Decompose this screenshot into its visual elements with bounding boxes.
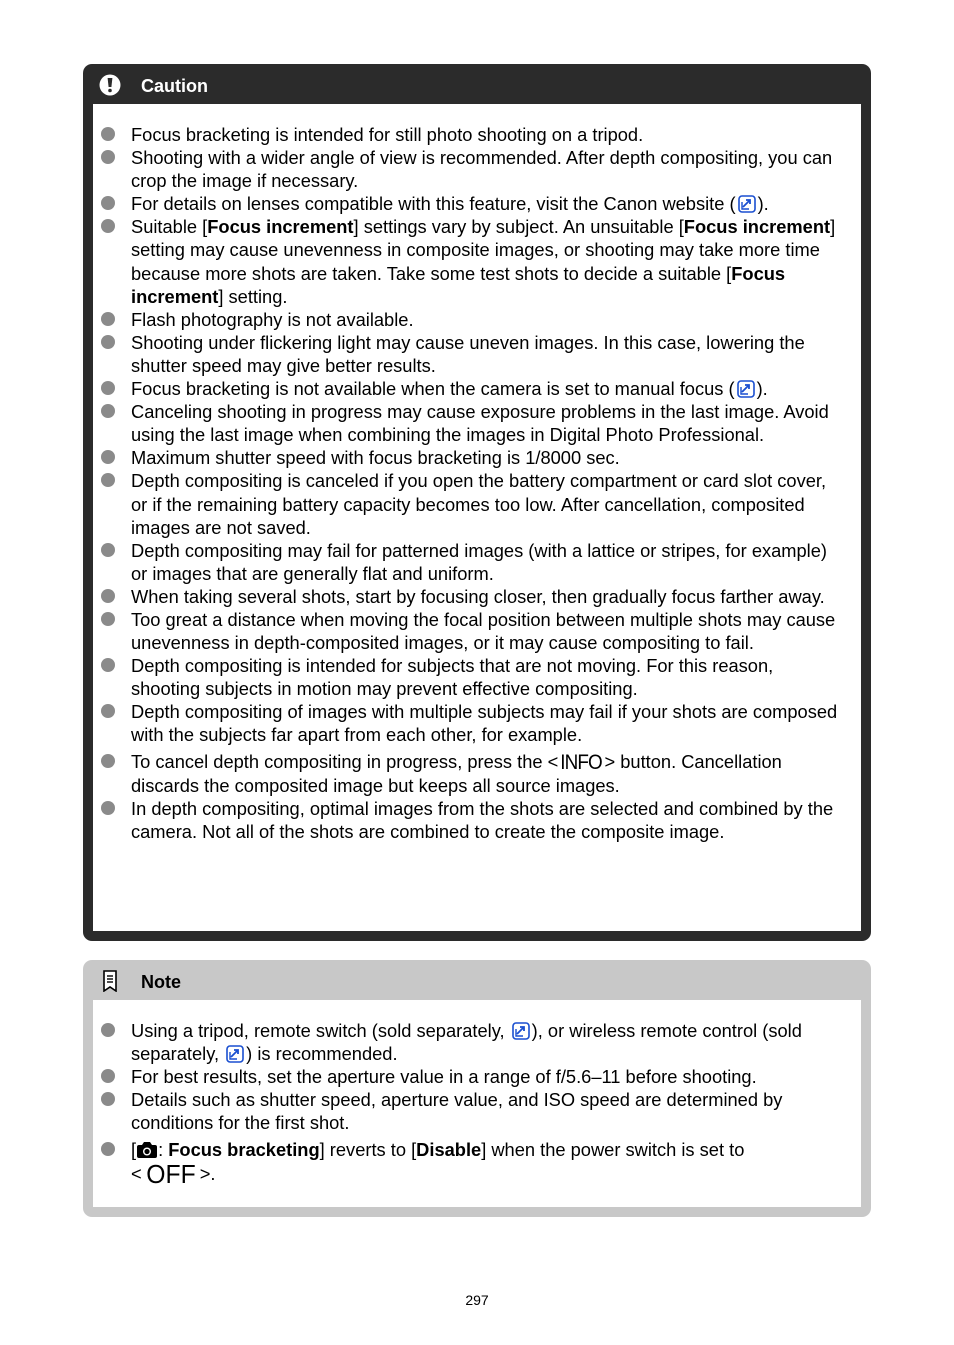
list-item: Maximum shutter speed with focus bracketing is 1/8000 sec.: [93, 446, 861, 469]
bullet-icon: [101, 589, 115, 603]
list-item: [ : Focus bracketing] reverts to [Disable] when the power switch is set to < OFF >.: [93, 1138, 861, 1185]
list-item: For details on lenses compatible with this feature, visit the Canon website ( ).: [93, 192, 861, 215]
caution-icon: [99, 74, 121, 96]
list-item: Flash photography is not available.: [93, 308, 861, 331]
bullet-icon: [101, 612, 115, 626]
bullet-icon: [101, 801, 115, 815]
bullet-icon: [101, 704, 115, 718]
list-item: Too great a distance when moving the focal position between multiple shots may cause unevenness in depth-composited images, or it may cause compositing to fail.: [93, 608, 861, 654]
bullet-icon: [101, 381, 115, 395]
list-item: Depth compositing is canceled if you open the battery compartment or card slot cover, or if the remaining battery capacity becomes too low. After cancellation, composited images are not saved.: [93, 469, 861, 538]
off-switch-glyph: OFF: [145, 1158, 196, 1189]
bullet-icon: [101, 404, 115, 418]
page-reference-link-icon[interactable]: [738, 195, 756, 213]
bullet-icon: [101, 196, 115, 210]
bullet-icon: [101, 219, 115, 233]
list-item: Canceling shooting in progress may cause exposure problems in the last image. Avoid using the last image when combining the images in Digital Photo Professional.: [93, 400, 861, 446]
list-item: Depth compositing of images with multiple subjects may fail if your shots are composed with the subjects far apart from each other, for example.: [93, 700, 861, 746]
bullet-icon: [101, 335, 115, 349]
bullet-icon: [101, 658, 115, 672]
bullet-icon: [101, 150, 115, 164]
bullet-icon: [101, 1092, 115, 1106]
list-item: Shooting under flickering light may cause uneven images. In this case, lowering the shutter speed may give better results.: [93, 331, 861, 377]
bullet-icon: [101, 1023, 115, 1037]
note-title: Note: [141, 972, 181, 992]
page-number: 297: [465, 1292, 489, 1308]
page-reference-link-icon[interactable]: [226, 1045, 244, 1063]
bullet-icon: [101, 1069, 115, 1083]
bullet-icon: [101, 543, 115, 557]
list-item: Details such as shutter speed, aperture value, and ISO speed are determined by conditions for the first shot.: [93, 1088, 861, 1134]
list-item: In depth compositing, optimal images from the shots are selected and combined by the camera. Not all of the shots are combined to create the composite image.: [93, 797, 861, 843]
list-item: When taking several shots, start by focusing closer, then gradually focus farther away.: [93, 585, 861, 608]
caution-body: [93, 104, 861, 931]
caution-box: [83, 64, 871, 941]
bullet-icon: [101, 127, 115, 141]
list-item: For best results, set the aperture value in a range of f/5.6–11 before shooting.: [93, 1065, 861, 1088]
note-list: [93, 1019, 861, 1189]
list-item: Shooting with a wider angle of view is recommended. After depth compositing, you can crop the image if necessary.: [93, 146, 861, 192]
info-button-glyph: INFO: [560, 750, 603, 774]
page-reference-link-icon[interactable]: [737, 380, 755, 398]
note-icon: [99, 970, 121, 992]
bullet-icon: [101, 450, 115, 464]
list-item: Suitable [Focus increment] settings vary by subject. An unsuitable [Focus increment] setting may cause unevenness in composite images, or shooting may take more time because more shots are taken. Take some test shots to decide a suitable [Focus increment] setting.: [93, 215, 861, 307]
list-item: Depth compositing may fail for patterned images (with a lattice or stripes, for example) or images that are generally flat and uniform.: [93, 539, 861, 585]
note-header: [83, 960, 871, 1000]
bullet-icon: [101, 473, 115, 487]
camera-icon: [136, 1141, 158, 1159]
list-item: Depth compositing is intended for subjects that are not moving. For this reason, shooting subjects in motion may prevent effective compositing.: [93, 654, 861, 700]
page-reference-link-icon[interactable]: [512, 1022, 530, 1040]
bullet-icon: [101, 754, 115, 768]
list-item: Focus bracketing is not available when the camera is set to manual focus ( ).: [93, 377, 861, 400]
caution-list: [93, 123, 861, 843]
list-item: Using a tripod, remote switch (sold separately, ), or wireless remote control (sold separately, ) is recommended.: [93, 1019, 861, 1065]
list-item: To cancel depth compositing in progress, press the < INFO > button. Cancellation discards the composited image but keeps all source images.: [93, 750, 861, 797]
note-box: [83, 960, 871, 1217]
bullet-icon: [101, 1142, 115, 1156]
caution-header: [83, 64, 871, 104]
note-body: [93, 1000, 861, 1207]
caution-title: Caution: [141, 76, 208, 96]
bullet-icon: [101, 312, 115, 326]
list-item: Focus bracketing is intended for still photo shooting on a tripod.: [93, 123, 861, 146]
